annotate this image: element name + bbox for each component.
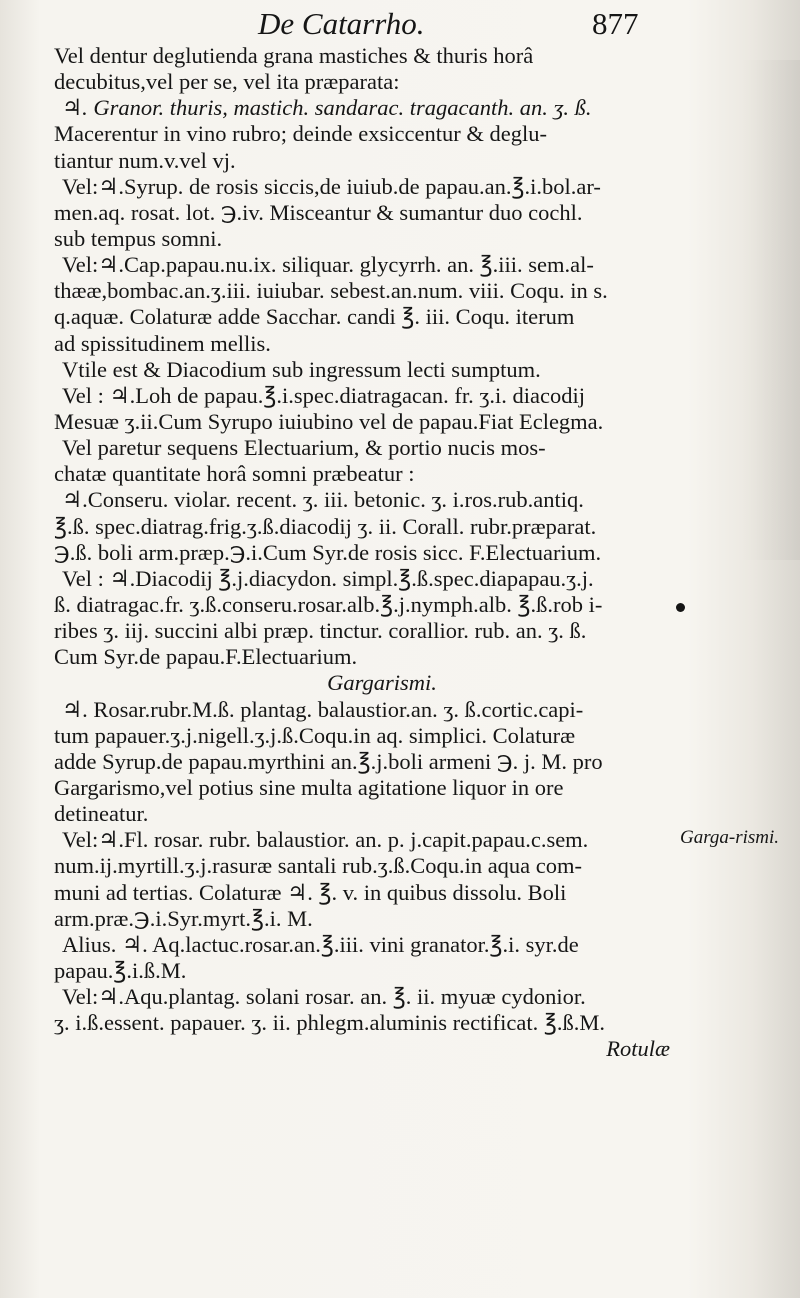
text-line: ribes ʒ. iij. succini albi præp. tinctur. corallior. rub. an. ʒ. ß. (54, 618, 587, 644)
text-line: ♃. Granor. thuris, mastich. sandarac. tragacanth. an. ʒ. ß. (62, 95, 592, 121)
text-line: arm.præ.℈.i.Syr.myrt.℥.i. M. (54, 905, 313, 931)
text-line: papau.℥.i.ß.M. (54, 957, 187, 983)
text-line: ʒ. i.ß.essent. papauer. ʒ. ii. phlegm.aluminis rectificat. ℥.ß.M. (54, 1010, 605, 1036)
text-line: men.aq. rosat. lot. ℈.iv. Misceantur & sumantur duo cochl. (54, 199, 583, 225)
text-line: tum papauer.ʒ.j.nigell.ʒ.j.ß.Coqu.in aq. simplici. Colaturæ (54, 722, 576, 748)
text-line: Vel : ♃.Diacodij ℥.j.diacydon. simpl.℥.ß.spec.diapapau.ʒ.j. (62, 565, 594, 591)
text-line: decubitus,vel per se, vel ita præparata: (54, 69, 400, 95)
running-title: De Catarrho. (258, 6, 425, 41)
text-line: muni ad tertias. Colaturæ ♃. ℥. v. in quibus dissolu. Boli (54, 879, 567, 905)
text-line: ♃.Conseru. violar. recent. ʒ. iii. betonic. ʒ. i.ros.rub.antiq. (62, 487, 584, 513)
text-line: Vel:♃.Syrup. de rosis siccis,de iuiub.de papau.an.℥.i.bol.ar- (62, 173, 601, 199)
text-line: Vel : ♃.Loh de papau.℥.i.spec.diatragacan. fr. ʒ.i. diacodij (62, 382, 585, 408)
text-line: Vel:♃.Aqu.plantag. solani rosar. an. ℥. ii. myuæ cydonior. (62, 984, 586, 1010)
text-line: num.ij.myrtill.ʒ.j.rasuræ santali rub.ʒ.ß.Coqu.in aqua com- (54, 853, 583, 879)
text-line: q.aquæ. Colaturæ adde Sacchar. candi ℥. iii. Coqu. iterum (54, 304, 575, 330)
text-line: detineatur. (54, 801, 149, 827)
text-line: Mesuæ ʒ.ii.Cum Syrupo iuiubino vel de papau.Fiat Eclegma. (54, 408, 604, 434)
text-line: Gargarismi. (327, 670, 437, 696)
text-line: Alius. ♃. Aq.lactuc.rosar.an.℥.iii. vini granator.℥.i. syr.de (62, 931, 579, 957)
text-line: adde Syrup.de papau.myrthini an.℥.j.boli armeni ℈. j. M. pro (54, 748, 603, 774)
text-line: Cum Syr.de papau.F.Electuarium. (54, 644, 358, 670)
text-line: ℈.ß. boli arm.præp.℈.i.Cum Syr.de rosis sicc. F.Electuarium. (54, 539, 602, 565)
text-line: tiantur num.v.vel vj. (54, 147, 236, 173)
text-line: ß. diatragac.fr. ʒ.ß.conseru.rosar.alb.℥.j.nymph.alb. ℥.ß.rob i- (54, 591, 603, 617)
text-line: ♃. Rosar.rubr.M.ß. plantag. balaustior.an. ʒ. ß.cortic.capi- (62, 696, 584, 722)
page-header (0, 4, 800, 48)
text-line: ad spissitudinem mellis. (54, 330, 271, 356)
text-line: Gargarismo,vel potius sine multa agitatione liquor in ore (54, 774, 564, 800)
text-line: Vel dentur deglutienda grana mastiches & thuris horâ (54, 43, 534, 68)
text-line: Vel paretur sequens Electuarium, & portio nucis mos- (62, 435, 546, 461)
page-shadow (740, 60, 800, 560)
page-number: 877 (592, 6, 639, 41)
text-line: Vel:♃.Cap.papau.nu.ix. siliquar. glycyrrh. an. ℥.iii. sem.al- (62, 252, 594, 278)
text-line: thææ,bombac.an.ʒ.iii. iuiubar. sebest.an.num. viii. Coqu. in s. (54, 278, 608, 304)
text-line: Vel:♃.Fl. rosar. rubr. balaustior. an. p. j.capit.papau.c.sem. (62, 827, 589, 853)
text-line: Rotulæ (606, 1036, 670, 1062)
text-body (54, 43, 670, 1062)
marginal-note: Garga-rismi. (680, 827, 780, 848)
text-line: sub tempus somni. (54, 225, 223, 251)
text-line: chatæ quantitate horâ somni præbeatur : (54, 461, 415, 487)
text-line: Macerentur in vino rubro; deinde exsiccentur & deglu- (54, 121, 547, 147)
text-line: ℥.ß. spec.diatrag.frig.ʒ.ß.diacodij ʒ. ii. Corall. rubr.præparat. (54, 513, 597, 539)
ink-spot (676, 603, 685, 612)
text-line: Vtile est & Diacodium sub ingressum lecti sumptum. (62, 356, 541, 382)
